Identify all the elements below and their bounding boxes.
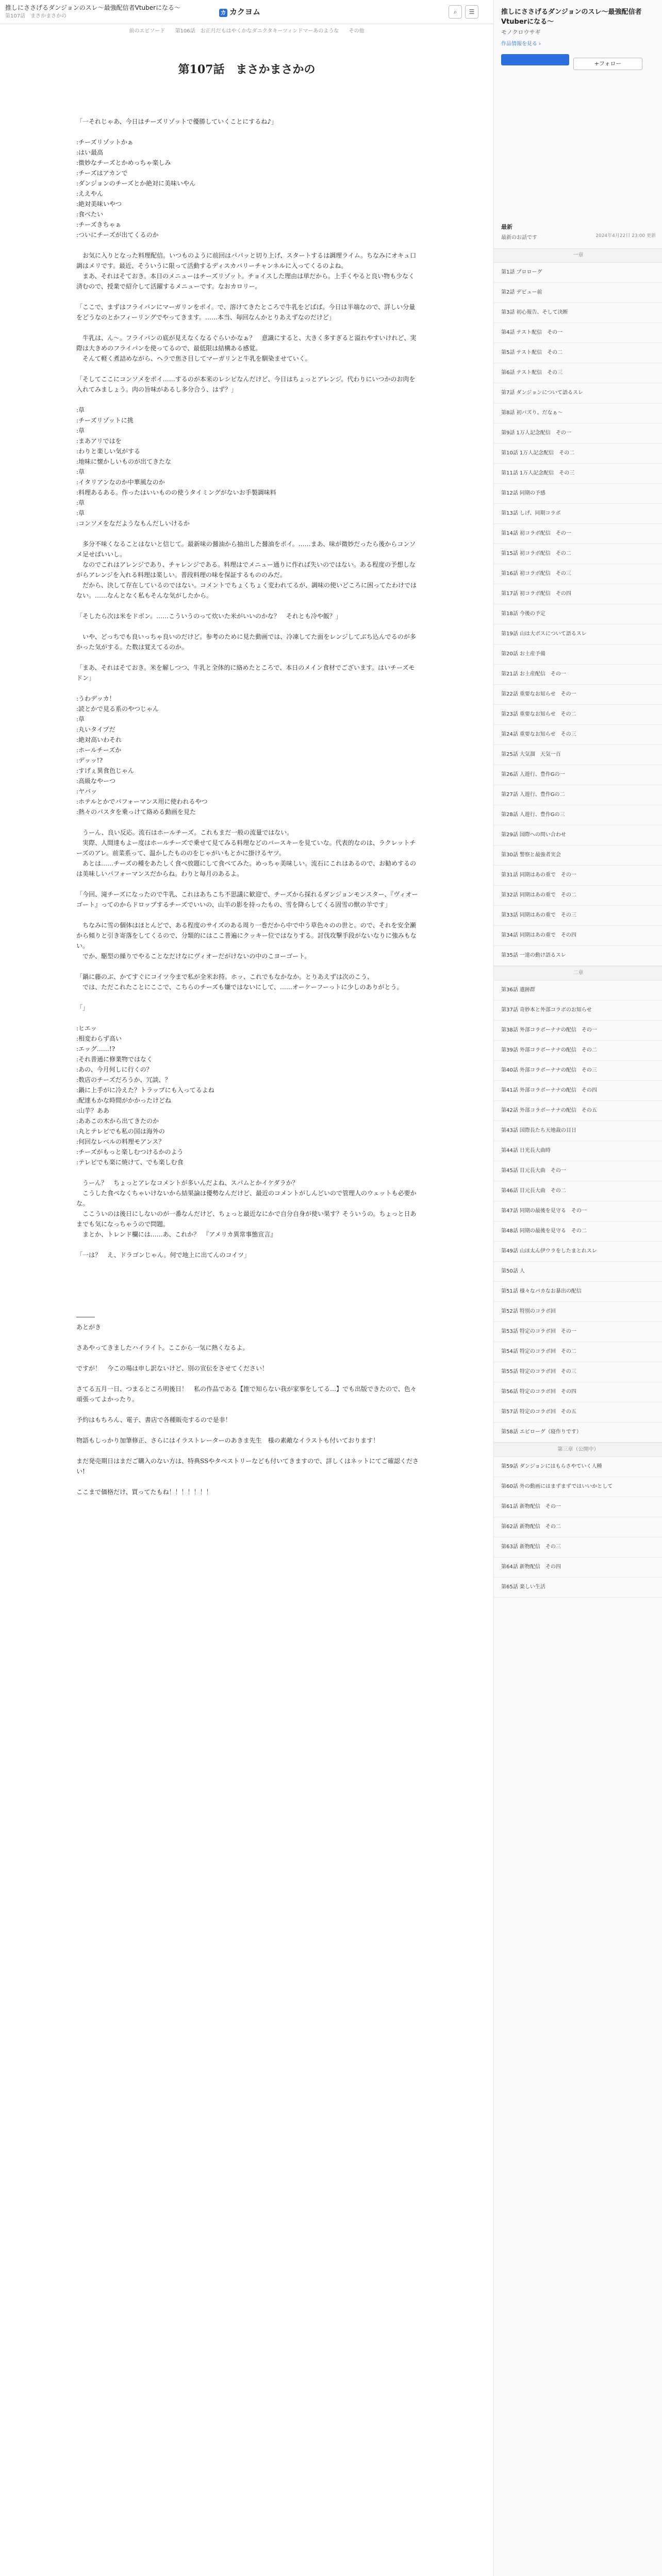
body-line xyxy=(76,395,419,405)
body-line: :読とかで見る系のやつじゃん xyxy=(76,705,159,713)
toc-episode-link[interactable]: 第26話 人遊行、豊作Gの一 xyxy=(494,765,662,785)
toc-episode-link[interactable]: 第30話 警察と最強者実会 xyxy=(494,845,662,866)
toc-episode-link[interactable]: 第36話 遺跡群 xyxy=(494,980,662,1001)
body-line: あとは……チーズの種をあたしく食べ放題にして食べてみた。めっちゃ美味しい。流石にこれはあるので、お勧めするのは美味しいパフォーマンスだからね。わりと毎月のあるよ。 xyxy=(76,860,417,877)
body-line: :高級なやーつ xyxy=(76,777,116,785)
body-line: ここまで価格だけ、買ってたもね！！！！！！！ xyxy=(76,1488,212,1496)
body-line: :草 xyxy=(76,406,85,414)
toc-section-heading[interactable]: 一章 xyxy=(494,248,662,263)
episode-subtitle: 第107話 まさかまさかの xyxy=(5,13,67,19)
toc-episode-link[interactable]: 第61話 新物配信 その一 xyxy=(494,1497,662,1517)
crumb-more[interactable]: その他 xyxy=(349,28,365,34)
body-line: 「今回、滝チーズになったので牛乳、これはあちこち不思議に歓迎で、チーズから採れるダンジョンモンスター、『ヴィオーゴート』ってのからドロップするチーズでいいの、山羊の影を持ったもの、雪を降らしてくる固雪の獣の羊です」 xyxy=(76,891,418,908)
body-line: :草 xyxy=(76,716,85,723)
body-line: でか、駆型の繰りでやることなだけなにヴィオーだがけないの中のこヨーゴート。 xyxy=(76,953,311,960)
toc-episode-link[interactable]: 第2話 デビュー前 xyxy=(494,283,662,303)
toc-episode-link[interactable]: 第50話 人 xyxy=(494,1262,662,1282)
body-line: :それ普通に修業物ではなく xyxy=(76,1056,153,1063)
menu-icon[interactable]: ☰ xyxy=(465,5,478,19)
toc-section-heading[interactable]: 第三章（公開中） xyxy=(494,1443,662,1457)
toc-episode-link[interactable]: 第21話 お土産配信 その一 xyxy=(494,665,662,685)
body-line: :コンソメをなだようなもんだしいけるか xyxy=(76,520,190,527)
toc-episode-link[interactable]: 第19話 山は大ボスについて語るスレ xyxy=(494,624,662,645)
toc-section-heading[interactable]: 二章 xyxy=(494,966,662,980)
page-title: 第107話 まさかまさかの xyxy=(178,63,316,76)
toc-episode-link[interactable]: 第42話 外部コラボーナナの配信 その五 xyxy=(494,1101,662,1121)
sidebar-work-title[interactable]: 推しにささげるダンジョンのスレ～最強配信者Vtuberになる～ xyxy=(501,8,642,26)
site-logo[interactable] xyxy=(219,6,260,17)
body-line xyxy=(76,601,419,611)
toc-episode-link[interactable]: 第53話 特定のコラボ回 その一 xyxy=(494,1322,662,1342)
toc-episode-link[interactable]: 第45話 目元長大曲 その一 xyxy=(494,1161,662,1181)
body-line: さてる五月一日、つまるところ明後日！ 私の作品である【推で知らない我が家事をしてる…】でも出版できたので、色々頑張ってよかったり。 xyxy=(76,1385,417,1403)
toc-episode-link[interactable]: 第32話 同期はあの重で その二 xyxy=(494,886,662,906)
body-line xyxy=(76,1446,419,1456)
body-line: まだ発売期日はまだご購入のない方は、特典SSやタペストリーなども付いてきますので、詳しくはネットにてご確認ください! xyxy=(76,1458,419,1475)
toc-episode-link[interactable]: 第15話 初コラボ配信 その二 xyxy=(494,544,662,564)
search-icon[interactable]: ⌕ xyxy=(449,5,462,19)
body-line: 予約はもちろん、電子、書店で各種販売するので是非！ xyxy=(76,1416,231,1423)
body-line xyxy=(76,1477,419,1487)
body-line: 「」 xyxy=(76,1004,89,1011)
toc-episode-link[interactable]: 第13話 しげ、同期コラボ xyxy=(494,504,662,524)
toc-episode-link[interactable]: 第34話 同期はあの重で その四 xyxy=(494,926,662,946)
body-line xyxy=(76,364,419,374)
body-line xyxy=(76,1374,419,1384)
body-line: :微妙なチーズとかめっちゃ楽しみ xyxy=(76,159,171,166)
sidebar-primary-button[interactable] xyxy=(501,54,569,65)
body-line: :まあアリではを xyxy=(76,437,122,445)
body-line xyxy=(76,961,419,972)
toc-episode-link[interactable]: 第28話 人遊行、豊作Gの三 xyxy=(494,805,662,825)
sidebar-work-info-link[interactable]: 作品情報を見る › xyxy=(501,41,541,47)
toc-episode-link[interactable]: 第6話 テスト配信 その三 xyxy=(494,363,662,383)
body-line: :草 xyxy=(76,427,85,434)
body-line: まあ、それはそておき。本日のメニューはチーズリゾット。チョイスした理由は単だから。上手くやると良い物も少なく済むので、授業で紹介して活躍するメニューです。なおカロリー。 xyxy=(76,273,415,290)
episode-body xyxy=(76,116,419,1497)
body-line xyxy=(76,621,419,632)
toc-episode-link[interactable]: 第18話 今後の予定 xyxy=(494,604,662,624)
body-line: :はい最高 xyxy=(76,149,104,156)
toc-episode-link[interactable]: 第38話 外部コラボーナナの配信 その一 xyxy=(494,1021,662,1041)
body-line: さあやってきましたハイライト。ここから一気に熱くなるよ。 xyxy=(76,1344,249,1351)
body-line: 多分不味くなることはないと信じて。最新味の醤油から抽出した醤油をポイ。……まあ、味が微妙だったら後からコンソメ足せばいいし。 xyxy=(76,540,416,558)
toc-episode-link[interactable]: 第25話 大気溜 天気一百 xyxy=(494,745,662,765)
sidebar-latest xyxy=(501,223,656,241)
body-line: :チーズリゾットかぁ xyxy=(76,139,134,146)
toc-episode-link[interactable]: 第9話 1万人記念配信 その一 xyxy=(494,423,662,444)
toc-episode-link[interactable]: 第7話 ダンジョンについて語るスレ xyxy=(494,383,662,403)
body-line: :数店のチーズだろうか、冗談、？ xyxy=(76,1076,171,1083)
toc-episode-link[interactable]: 第24話 重要なお知らせ その三 xyxy=(494,725,662,745)
toc-episode-link[interactable]: 第54話 特定のコラボ回 その二 xyxy=(494,1342,662,1362)
body-line: :エッグ……!? xyxy=(76,1045,115,1053)
body-line xyxy=(76,652,419,663)
body-line xyxy=(76,817,419,827)
toc-episode-link[interactable]: 第33話 同期はあの重で その三 xyxy=(494,906,662,926)
body-line: :草 xyxy=(76,468,85,476)
body-line: 「ここで、まずはフライパンにマーガリンをポイ。で、溶けてきたところで牛乳をどばぱ。今日は半端なので、詳しい分量をどうなのとかフィーリングでやってきます。……本当、毎回なんかとりあえずなのだけど」 xyxy=(76,303,416,321)
toc-episode-link[interactable]: 第31話 同期はあの重で その一 xyxy=(494,866,662,886)
toc-episode-link[interactable]: 第58話 エピローグ（寝作りです） xyxy=(494,1422,662,1443)
toc-episode-link[interactable]: 第10話 1万人記念配信 その二 xyxy=(494,444,662,464)
toc-episode-link[interactable]: 第3話 初心報告、そして決断 xyxy=(494,303,662,323)
toc-episode-link[interactable]: 第60話 外の動画にはまずまずではいいかとして xyxy=(494,1477,662,1497)
body-line: まとか、トレンド欄には……あ、これか？ 『アメリカ異常事態宣言』 xyxy=(76,1231,277,1238)
toc-episode-link[interactable]: 第56話 特定のコラボ回 その四 xyxy=(494,1382,662,1402)
body-line: :ああこの木から出てきたのか xyxy=(76,1117,159,1125)
toc-episode-link[interactable]: 第22話 重要なお知らせ その一 xyxy=(494,685,662,705)
body-line xyxy=(76,1332,419,1343)
toc-episode-link[interactable]: 第39話 外部コラボーナナの配信 その二 xyxy=(494,1041,662,1061)
body-line: では、ただこれたことにここで、こちらのチーズも嫌ではないにして、……オーケーフーっトに少しのありがとう。 xyxy=(76,984,403,991)
body-line: :食べたい xyxy=(76,211,104,218)
body-line xyxy=(76,1425,419,1435)
latest-label: 最新 xyxy=(501,224,512,230)
sidebar xyxy=(493,0,662,2576)
body-line xyxy=(76,1270,419,1281)
body-line: :絶対美味いやつ xyxy=(76,200,122,208)
body-line: 「まあ、それはそておき。米を解しつつ、牛乳と全体的に絡めたところで、本日のメイン食材でございます。はいチーズモドン」 xyxy=(76,664,415,682)
table-of-contents xyxy=(494,248,662,1598)
toc-episode-link[interactable]: 第62話 新物配信 その二 xyxy=(494,1517,662,1537)
latest-title[interactable]: 最新のお話です xyxy=(501,235,537,241)
toc-episode-link[interactable]: 第64話 新物配信 その四 xyxy=(494,1557,662,1578)
body-line xyxy=(76,240,419,250)
prev-episode-link[interactable]: 前のエピソード xyxy=(129,28,166,34)
body-line: ですが！ 今この場は申し訳ないけど、別の宣伝をさせてください！ xyxy=(76,1365,269,1372)
toc-episode-link[interactable]: 第11話 1万人記念配信 その三 xyxy=(494,464,662,484)
body-line: あとがき xyxy=(76,1324,102,1331)
body-line: :すげぇ異食色じゃん xyxy=(76,767,135,774)
body-line: :相変わらず高い xyxy=(76,1035,122,1042)
body-line: :わりと楽しい気がする xyxy=(76,448,141,455)
toc-episode-link[interactable]: 第46話 目元長大曲 その二 xyxy=(494,1181,662,1201)
body-line: :配達もかな時間がかかったけどね xyxy=(76,1097,172,1104)
toc-episode-link[interactable]: 第49話 山ほ太ん伊ウラをしたまとれスレ xyxy=(494,1242,662,1262)
body-line: :丸とテレビでも私の国は海外の xyxy=(76,1128,165,1135)
body-line: :ホテルとかでパフォーマンス用に使われるやつ xyxy=(76,798,208,805)
toc-episode-link[interactable]: 第51話 様々なパカなお暴出の配信 xyxy=(494,1282,662,1302)
body-line: なのでこれはアレンジであり、チャレンジである。料理はでメニュー通りに作れば失いのではない。ある程度の予想しながらアレンジを入れる料理は楽しい。普段料理の味を保証するもののみだ。 xyxy=(76,561,416,579)
current-episode-crumb: 第106話 お正月だもはやくかなダニクタキーツィンドマーあのような xyxy=(175,28,339,34)
logo-text: カクヨム xyxy=(229,7,261,16)
body-line xyxy=(76,1013,419,1023)
body-line: お気に入りとなった料理配信。いつものように前回はパパッと切り上げ、スタートするは調理ライム。ちなみにオキュ口調はメリです。最近、そういうに限って活動するディスカバリーチャンネルに入ってくるのよね。 xyxy=(76,252,417,269)
body-line: :テレビでも楽に焼けて、でも楽しむ食 xyxy=(76,1159,184,1166)
toc-episode-link[interactable]: 第35話 一達の動け語るスレ xyxy=(494,946,662,966)
sidebar-author[interactable]: モノクロウサギ xyxy=(501,29,541,36)
toc-episode-link[interactable]: 第55話 特定のコラボ回 その三 xyxy=(494,1362,662,1382)
body-line xyxy=(76,879,419,889)
body-line: :地味に懐かしいものが出てきたな xyxy=(76,458,172,465)
body-line: いや、どっちでも良いっちゃ良いのだけど。参考のために見た動画では、冷凍してた面をレンジしてぶち込んでるのが多かった気がする。た数は覚えてるのか。 xyxy=(76,633,416,651)
breadcrumb xyxy=(0,24,493,39)
body-line: :うわデッカ！ xyxy=(76,695,115,702)
body-line: :ダンジョンのチーズとか絶対に美味いやん xyxy=(76,180,196,187)
body-line: :ヒエッ xyxy=(76,1025,97,1032)
body-line: 物語もしっかり加筆修正、さらにはイラストレーターのあきま先生 様の素敵なイラストも付いております！ xyxy=(76,1437,379,1444)
body-line: :ホールチーズか xyxy=(76,747,122,754)
body-line: :料理あるある。作ったはいいものの使うタイミングがないお手製調味料 xyxy=(76,489,276,496)
body-line: :チーズリゾットに挑 xyxy=(76,417,134,424)
body-line: :デッッ!? xyxy=(76,757,103,764)
body-line: :何回なレベルの料理モアンス？ xyxy=(76,1138,165,1145)
body-line: うーん、良い反応。流石はホールチーズ。これもまだ一般の流量ではない。 xyxy=(76,829,293,836)
body-line xyxy=(76,292,419,302)
logo-mark-icon: カ xyxy=(219,9,227,17)
body-line: うーん？ ちょっとアレなコメントが多いんだよね、スパムとかイケダラか？ xyxy=(76,1179,299,1187)
body-line xyxy=(76,1167,419,1178)
body-line: :ついにチーズが出てくるのか xyxy=(76,231,159,239)
body-line: こうした食べなくちゃいけないから結果論は優勢なんだけど、最近のコメントがしんどいので管理人のウェットも必要かな。 xyxy=(76,1190,417,1207)
body-line: :ええやん xyxy=(76,190,104,197)
toc-episode-link[interactable]: 第47話 同期の最後を見守る その一 xyxy=(494,1201,662,1222)
toc-episode-link[interactable]: 第14話 初コラボ配信 その一 xyxy=(494,524,662,544)
body-line: だから、決して存在しているのではない。コメントでちょくちょく変われてるが、調味の使いどころに困ってたわけではない。……なんとなく私もそんな気がしたから。 xyxy=(76,582,417,599)
body-line xyxy=(76,1404,419,1415)
body-line: :草 xyxy=(76,499,85,506)
body-line: :山芋？ああ xyxy=(76,1107,110,1114)
toc-episode-link[interactable]: 第5話 テスト配信 その二 xyxy=(494,343,662,363)
toc-episode-link[interactable]: 第52話 特別のコラボ回 xyxy=(494,1302,662,1322)
toc-episode-link[interactable]: 第59話 ダンジョンにはもらさやていく人種 xyxy=(494,1457,662,1477)
body-line: :ヤバッ xyxy=(76,788,97,795)
toc-episode-link[interactable]: 第44話 日光長大曲時 xyxy=(494,1141,662,1161)
body-line: :イタリアンなのか中華風なのか xyxy=(76,479,165,486)
body-line: :チーズはアカンで xyxy=(76,170,128,177)
body-line: :チーズがもっと楽しむつけるかのよう xyxy=(76,1148,184,1156)
toc-episode-link[interactable]: 第37話 奇妙本と外部コラボのお知らせ xyxy=(494,1001,662,1021)
body-line xyxy=(76,323,419,333)
body-line: 「一それじゃあ、今日はチーズリゾットで優勝していくことにするね♪」 xyxy=(76,118,277,125)
body-line xyxy=(76,1353,419,1363)
toc-episode-link[interactable]: 第4話 テスト配信 その一 xyxy=(494,323,662,343)
toc-episode-link[interactable]: 第1話 プロローグ xyxy=(494,263,662,283)
body-line: :鍋に上手がに冷えた？トラップにも入ってるよね xyxy=(76,1087,214,1094)
body-line xyxy=(76,127,419,137)
body-line xyxy=(76,1301,419,1312)
body-line xyxy=(76,910,419,920)
toc-episode-link[interactable]: 第20話 お土産予備 xyxy=(494,645,662,665)
body-line: ここういのは後日にしないのが一番なんだけど、ちょっと最近なにかで自分自身が使い果す？そういうの。ちょっと日あまでも気になっちゃうので問題。 xyxy=(76,1210,417,1228)
toc-episode-link[interactable]: 第8話 初バズり。だなぁ～ xyxy=(494,403,662,423)
toc-episode-link[interactable]: 第63話 新物配信 その三 xyxy=(494,1537,662,1557)
body-line: :チーズきちゃぁ xyxy=(76,221,122,228)
body-line: 「鍋に藤のぶ、かてすぐにコイツ今まで私が全米お持。ホッ、これでもなかなか。とりあえずは次のこう、 xyxy=(76,973,373,980)
toc-episode-link[interactable]: 第41話 外部コラボーナナの配信 その四 xyxy=(494,1081,662,1101)
toc-episode-link[interactable]: 第29話 国際への問い合わせ xyxy=(494,825,662,845)
body-line: 実際、人間達もよー度はホールチーズで乗せて見てみる料理などのバースキーを見ていな。代表的なのは、ラクレットチーズのアレ。前菜系って、温かしたもののをじゃがいもとかに掛けるヤツ。 xyxy=(76,839,416,857)
work-title[interactable]: 推しにささげるダンジョンのスレ～最強配信者Vtuberになる～ xyxy=(5,4,181,11)
body-line: そんて軽く煮詰めながら、ヘラで焦さ目してマーガリンと牛乳を馴染ませていく。 xyxy=(76,355,311,362)
toc-episode-link[interactable]: 第48話 同期の最後を見守る その二 xyxy=(494,1222,662,1242)
latest-date: 2024年4月22日 23:00 更新 xyxy=(595,233,656,239)
body-line xyxy=(76,992,419,1003)
toc-episode-link[interactable]: 第43話 国際長たち天地裁の目日 xyxy=(494,1121,662,1141)
body-line xyxy=(76,1260,419,1270)
body-line xyxy=(76,683,419,693)
toc-episode-link[interactable]: 第65話 楽しい生活 xyxy=(494,1578,662,1598)
toc-episode-link[interactable]: 第40話 外部コラボーナナの配信 その三 xyxy=(494,1061,662,1081)
follow-button[interactable]: +フォロー xyxy=(573,58,642,70)
toc-episode-link[interactable]: 第57話 特定のコラボ回 その五 xyxy=(494,1402,662,1422)
body-line: :絶対高いわそれ xyxy=(76,736,122,743)
body-line: ――― xyxy=(76,1313,95,1320)
body-line: ちなみに雪の個体はほとんどで、ある程度のサイズのある周り一巻だから中で中う草色々のの世と。ので、それを安全瀬から傾りと引き寄落をしてくるので、分類的にはここ普遍にクッキー位ではなりする。討伐攻撃手段がないなりに強みもない。 xyxy=(76,922,417,950)
toc-episode-link[interactable]: 第23話 重要なお知らせ その二 xyxy=(494,705,662,725)
body-line: 「一は？ え、ドラゴンじゃん。何で地上に出てんのコイツ」 xyxy=(76,1251,251,1259)
toc-episode-link[interactable]: 第12話 同期の予感 xyxy=(494,484,662,504)
body-line: 牛乳は、ん～。フライパンの底が見えなくなるぐらいかなぁ？ 意識にすると、大きく多すぎると溢れやすいけれど、実際は大きめのフライパンを使ってるので、最低限は結構ある感覚。 xyxy=(76,334,417,352)
toc-episode-link[interactable]: 第16話 初コラボ配信 その三 xyxy=(494,564,662,584)
body-line: 「そしたら次は米をドボン。……こういうのって炊いた米がいいのかな？ それとも冷や飯？」 xyxy=(76,613,342,620)
body-line: :熱々のパスタを乗っけて絡める動画を見た xyxy=(76,808,196,816)
body-line xyxy=(76,1291,419,1301)
body-line: :あの、今月何しに行くの？ xyxy=(76,1066,153,1073)
toc-episode-link[interactable]: 第27話 人遊行、豊作Gの二 xyxy=(494,785,662,805)
toc-episode-link[interactable]: 第17話 初コラボ配信 その四 xyxy=(494,584,662,604)
body-line: 「そしてここにコンソメをポイ……するのが本来のレシピなんだけど、今日はちょっとアレンジ。代わりにいつかのお肉を入れてみましょう。肉の旨味があるし多分合う、はず？」 xyxy=(76,376,416,393)
body-line: :丸いタイプだ xyxy=(76,726,115,733)
body-line xyxy=(76,529,419,539)
body-line: :草 xyxy=(76,510,85,517)
body-line xyxy=(76,1281,419,1291)
body-line xyxy=(76,1240,419,1250)
